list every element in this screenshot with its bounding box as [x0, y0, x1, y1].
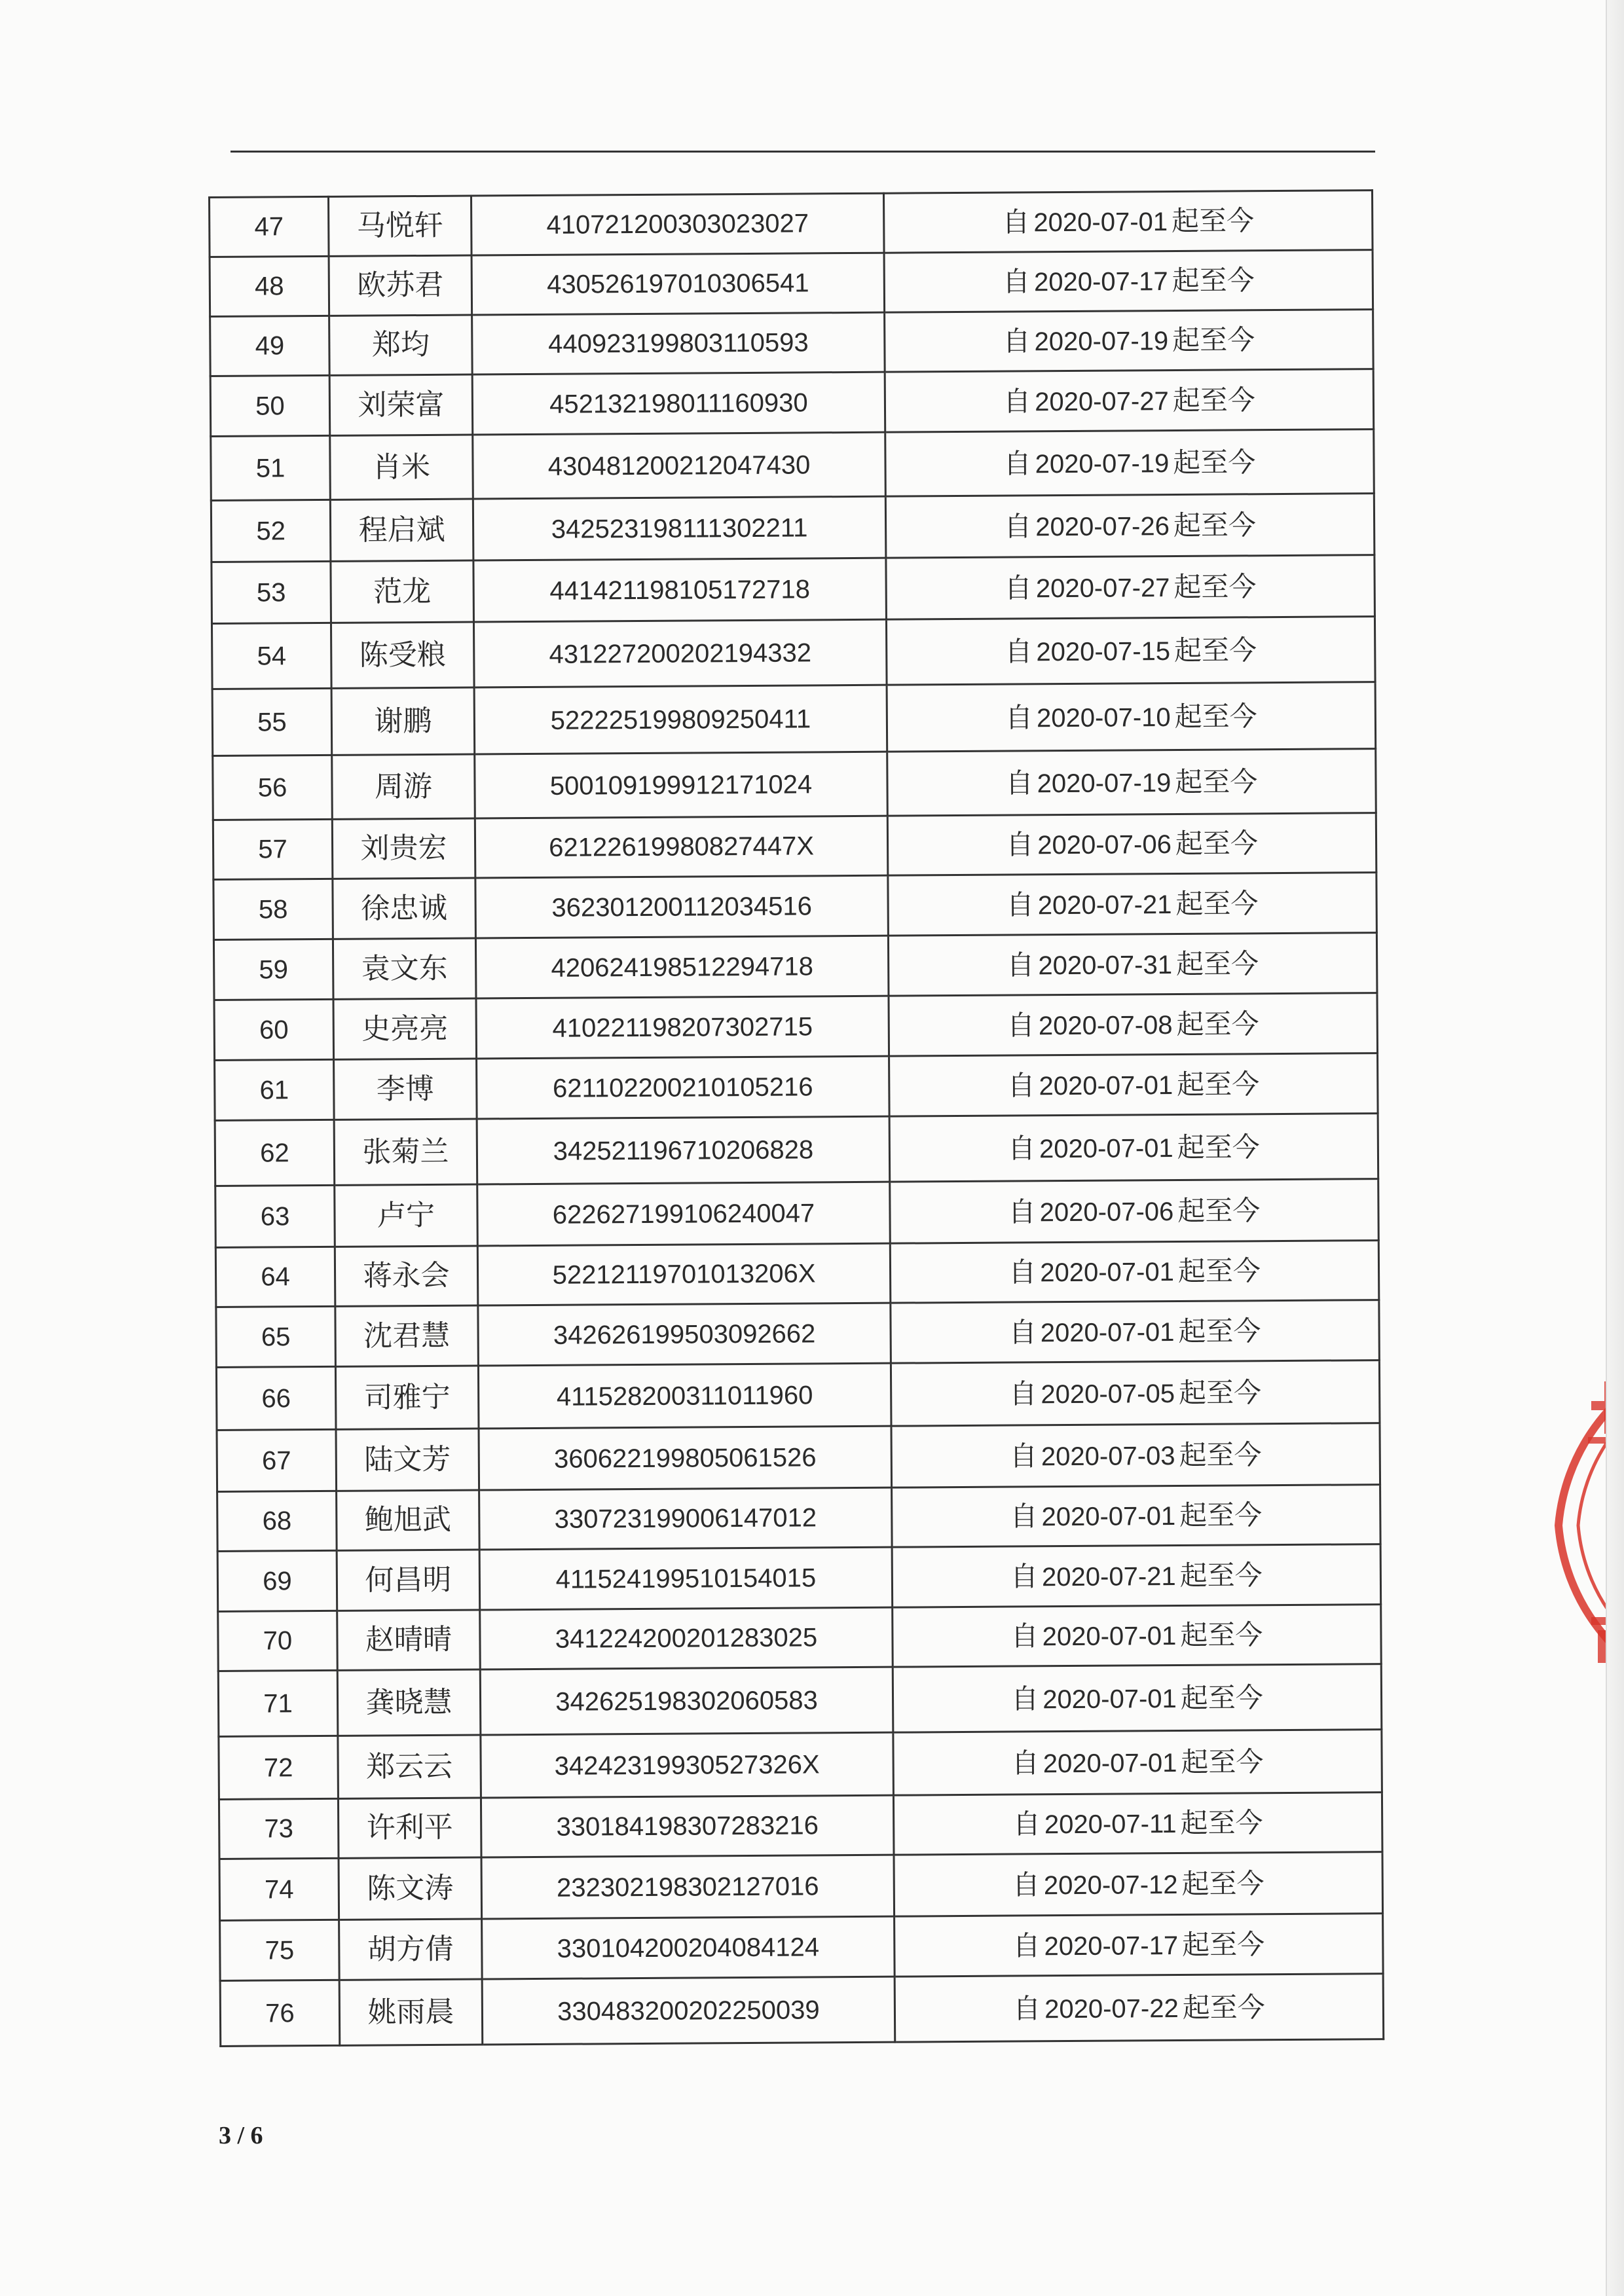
id-number: 330184198307283216: [481, 1795, 894, 1857]
period-prefix: 自: [1002, 206, 1030, 238]
table-row: [211, 494, 1375, 562]
employee-name: 陈受粮: [331, 622, 474, 688]
period-prefix: 自: [1012, 1808, 1041, 1840]
employment-period: [893, 1664, 1382, 1733]
table-row: [211, 429, 1375, 501]
table-row: [219, 1730, 1382, 1800]
period-prefix: 自: [1010, 1500, 1038, 1533]
employment-period: [892, 1544, 1381, 1608]
period-suffix: 起至今: [1173, 570, 1257, 603]
table-row: [218, 1664, 1382, 1737]
period-suffix: 起至今: [1176, 1007, 1259, 1040]
period-prefix: 自: [1010, 1559, 1039, 1593]
table-row: [210, 369, 1374, 437]
employee-name: 欧苏君: [329, 255, 472, 316]
row-number: 62: [215, 1120, 335, 1186]
employment-period: [889, 993, 1378, 1057]
period-suffix: 起至今: [1178, 1376, 1262, 1409]
employee-name: 程启斌: [330, 499, 473, 561]
employee-name: 郑均: [329, 315, 473, 375]
period-suffix: 起至今: [1175, 765, 1258, 798]
id-number: 62122619980827447X: [475, 816, 888, 878]
period-date: 2020-07-11: [1044, 1810, 1177, 1840]
period-date: 2020-07-26: [1035, 511, 1170, 541]
period-date: 2020-07-01: [1043, 1748, 1177, 1778]
table-row: [217, 1485, 1381, 1552]
period-prefix: 自: [1006, 828, 1034, 861]
row-number: 49: [210, 316, 330, 376]
period-prefix: 自: [1012, 1929, 1041, 1962]
employee-name: 徐忠诚: [333, 878, 476, 939]
period-prefix: 自: [1003, 446, 1031, 480]
period-prefix: 自: [1008, 1195, 1036, 1228]
period-prefix: 自: [1007, 1131, 1036, 1165]
row-number: 65: [216, 1306, 336, 1367]
employment-period: [891, 1423, 1380, 1488]
period-prefix: 自: [1004, 571, 1033, 604]
id-number: 622627199106240047: [477, 1182, 891, 1246]
period-suffix: 起至今: [1174, 699, 1257, 733]
table-row: [216, 1360, 1380, 1430]
table-row: [219, 1852, 1383, 1921]
period-date: 2020-07-05: [1041, 1379, 1175, 1409]
period-prefix: 自: [1009, 1377, 1037, 1410]
row-number: 72: [219, 1736, 339, 1799]
table-row: [216, 1300, 1380, 1368]
period-suffix: 起至今: [1181, 1927, 1265, 1961]
period-date: 2020-07-12: [1043, 1870, 1178, 1900]
period-prefix: 自: [1008, 1315, 1037, 1349]
employee-name: 司雅宁: [335, 1366, 479, 1429]
id-number: 621102200210105216: [477, 1056, 890, 1119]
period-suffix: 起至今: [1179, 1438, 1262, 1471]
id-number: 411528200311011960: [478, 1363, 891, 1429]
period-suffix: 起至今: [1172, 264, 1255, 297]
period-date: 2020-07-01: [1033, 208, 1168, 238]
period-suffix: 起至今: [1176, 1067, 1260, 1101]
id-number: 52212119701013206X: [477, 1243, 891, 1305]
period-date: 2020-07-01: [1039, 1133, 1173, 1163]
row-number: 61: [215, 1059, 335, 1120]
period-suffix: 起至今: [1173, 508, 1257, 541]
period-suffix: 起至今: [1178, 1314, 1261, 1347]
row-number: 74: [219, 1858, 339, 1920]
row-number: 57: [213, 819, 333, 879]
employee-name: 谢鹏: [331, 687, 475, 755]
employee-name: 卢宁: [335, 1184, 478, 1247]
employee-name: 周游: [332, 754, 475, 819]
period-prefix: 自: [1012, 1992, 1041, 2025]
table-row: [215, 1179, 1379, 1248]
employee-name: 李博: [334, 1059, 477, 1120]
row-number: 66: [216, 1366, 336, 1430]
period-prefix: 自: [1006, 888, 1034, 921]
id-number: 330483200202250039: [482, 1977, 895, 2045]
employee-name: 陆文芳: [336, 1429, 479, 1491]
period-date: 2020-07-15: [1036, 636, 1171, 666]
period-suffix: 起至今: [1180, 1681, 1263, 1714]
period-date: 2020-07-01: [1043, 1684, 1177, 1714]
period-prefix: 自: [1004, 509, 1032, 543]
page-number: 3 / 6: [219, 2122, 263, 2149]
row-number: 63: [215, 1185, 335, 1247]
period-prefix: 自: [1003, 384, 1031, 418]
table-row: [212, 682, 1376, 756]
row-number: 71: [218, 1670, 338, 1736]
period-date: 2020-07-17: [1033, 267, 1168, 297]
table-row: [210, 191, 1373, 257]
employment-period: [885, 369, 1374, 433]
employment-period: [890, 1179, 1379, 1244]
id-number: 232302198302127016: [481, 1855, 895, 1919]
employment-period: [893, 1730, 1382, 1796]
table-row: [219, 1793, 1382, 1859]
employment-period: [887, 682, 1376, 752]
id-number: 342521196710206828: [477, 1116, 890, 1184]
employment-period: [888, 933, 1377, 996]
id-number: 440923199803110593: [472, 312, 885, 374]
employee-name: 史亮亮: [333, 998, 477, 1059]
period-prefix: 自: [1012, 1868, 1041, 1901]
employment-period: [889, 1114, 1378, 1182]
period-prefix: 自: [1006, 948, 1035, 981]
period-suffix: 起至今: [1177, 1254, 1261, 1287]
row-number: 54: [212, 623, 331, 689]
period-suffix: 起至今: [1175, 886, 1259, 920]
row-number: 64: [215, 1247, 335, 1307]
employment-period: [886, 555, 1375, 620]
employee-name: 刘贵宏: [332, 818, 475, 879]
period-suffix: 起至今: [1173, 445, 1256, 479]
period-date: 2020-07-01: [1039, 1070, 1173, 1101]
employee-name: 鲍旭武: [337, 1490, 480, 1550]
row-number: 68: [217, 1491, 337, 1551]
scan-edge: [1606, 0, 1624, 2296]
id-number: 430481200212047430: [473, 432, 886, 499]
id-number: 420624198512294718: [475, 936, 889, 998]
employee-name: 范龙: [331, 560, 474, 623]
employment-period: [894, 1852, 1383, 1917]
row-number: 67: [217, 1429, 337, 1491]
employment-period: [893, 1793, 1382, 1855]
period-suffix: 起至今: [1179, 1558, 1263, 1592]
row-number: 56: [213, 755, 333, 820]
id-number: 522225199809250411: [474, 685, 887, 754]
period-date: 2020-07-01: [1041, 1502, 1176, 1532]
id-number: 452132198011160930: [472, 372, 885, 435]
id-number: 441421198105172718: [473, 558, 887, 622]
employee-name: 陈文涛: [339, 1857, 482, 1920]
id-number: 430526197010306541: [471, 253, 885, 315]
period-date: 2020-07-01: [1040, 1317, 1175, 1347]
period-date: 2020-07-03: [1041, 1441, 1175, 1471]
row-number: 48: [210, 256, 329, 316]
row-number: 70: [218, 1611, 338, 1671]
header-rule: [231, 151, 1375, 153]
table-row: [217, 1544, 1381, 1612]
period-prefix: 自: [1005, 634, 1033, 668]
employment-period: [884, 250, 1373, 313]
employee-name: 许利平: [338, 1798, 481, 1858]
period-date: 2020-07-06: [1039, 1197, 1174, 1227]
employment-period: [891, 1300, 1380, 1364]
period-suffix: 起至今: [1172, 383, 1255, 416]
period-prefix: 自: [1007, 1068, 1035, 1102]
period-prefix: 自: [1009, 1439, 1038, 1472]
id-number: 431227200202194332: [473, 619, 887, 687]
period-date: 2020-07-22: [1044, 1994, 1179, 2024]
employee-name: 龚晓慧: [337, 1669, 481, 1736]
period-date: 2020-07-10: [1036, 702, 1171, 733]
employment-period: [885, 429, 1375, 497]
id-number: 342523198111302211: [473, 496, 886, 560]
row-number: 53: [212, 561, 331, 623]
row-number: 60: [214, 999, 334, 1060]
employment-period: [895, 1974, 1384, 2043]
id-number: 362301200112034516: [475, 875, 889, 938]
period-suffix: 起至今: [1177, 1130, 1260, 1163]
row-number: 59: [213, 939, 333, 1000]
employee-name: 马悦轩: [329, 196, 472, 256]
employee-name: 郑云云: [338, 1735, 481, 1798]
id-number: 342626199503092662: [478, 1303, 891, 1366]
row-number: 69: [217, 1550, 337, 1611]
period-suffix: 起至今: [1172, 323, 1255, 357]
period-prefix: 自: [1011, 1746, 1039, 1779]
employee-name: 张菊兰: [334, 1119, 477, 1185]
row-number: 50: [210, 375, 330, 436]
id-number: 341224200201283025: [480, 1607, 893, 1669]
id-number: 410221198207302715: [476, 996, 889, 1059]
row-number: 47: [210, 196, 329, 257]
row-number: 75: [220, 1920, 340, 1980]
period-prefix: 自: [1010, 1620, 1039, 1652]
employee-name: 袁文东: [333, 938, 476, 999]
period-prefix: 自: [1005, 701, 1033, 734]
period-date: 2020-07-01: [1040, 1258, 1174, 1288]
employee-name: 何昌明: [337, 1550, 480, 1611]
period-date: 2020-07-27: [1035, 573, 1170, 603]
period-date: 2020-07-19: [1034, 327, 1169, 357]
period-suffix: 起至今: [1175, 827, 1259, 860]
employment-period: [888, 873, 1377, 936]
employment-period: [890, 1241, 1379, 1303]
period-date: 2020-07-27: [1034, 386, 1169, 416]
period-suffix: 起至今: [1171, 204, 1255, 238]
table-row: [210, 310, 1374, 376]
employment-period: [891, 1360, 1380, 1427]
table-row: [212, 617, 1375, 689]
id-number: 330723199006147012: [479, 1487, 893, 1550]
period-prefix: 自: [1005, 766, 1033, 799]
row-number: 58: [213, 879, 333, 939]
employment-period: [886, 617, 1375, 685]
id-number: 411524199510154015: [479, 1547, 893, 1610]
period-prefix: 自: [1002, 265, 1031, 298]
employment-period: [895, 1914, 1384, 1977]
id-number: 34242319930527326X: [481, 1732, 894, 1798]
period-date: 2020-07-19: [1035, 448, 1170, 479]
period-suffix: 起至今: [1180, 1806, 1263, 1839]
period-suffix: 起至今: [1181, 1745, 1264, 1778]
table-body: [210, 191, 1384, 2047]
table-row: [218, 1605, 1382, 1671]
period-date: 2020-07-21: [1037, 890, 1172, 920]
period-date: 2020-07-08: [1038, 1010, 1173, 1040]
employment-period: [893, 1605, 1382, 1667]
period-date: 2020-07-21: [1041, 1561, 1176, 1592]
employee-name: 肖米: [330, 435, 473, 500]
period-suffix: 起至今: [1173, 633, 1257, 666]
id-number: 360622199805061526: [479, 1426, 892, 1490]
period-suffix: 起至今: [1182, 1990, 1265, 2024]
table-container: [208, 189, 1382, 2047]
table-row: [220, 1914, 1384, 1981]
id-number: 330104200204084124: [482, 1916, 895, 1979]
row-number: 55: [212, 688, 332, 756]
period-suffix: 起至今: [1181, 1867, 1264, 1900]
period-suffix: 起至今: [1180, 1618, 1263, 1651]
period-suffix: 起至今: [1175, 947, 1259, 980]
table-row: [215, 1053, 1378, 1121]
employment-period: [887, 813, 1376, 876]
employee-name: 刘荣富: [329, 374, 473, 435]
period-suffix: 起至今: [1179, 1499, 1263, 1531]
employment-period: [885, 494, 1375, 558]
employee-name: 沈君慧: [335, 1305, 479, 1366]
period-date: 2020-07-17: [1044, 1931, 1179, 1961]
table-row: [212, 555, 1375, 624]
row-number: 52: [211, 500, 331, 562]
employee-name: 姚雨晨: [339, 1979, 483, 2045]
period-prefix: 自: [1008, 1256, 1037, 1288]
id-number: 500109199912171024: [475, 752, 888, 818]
employment-period: [883, 191, 1373, 253]
row-number: 51: [211, 435, 331, 500]
employment-period: [892, 1485, 1381, 1548]
table-row: [213, 873, 1377, 940]
period-date: 2020-07-01: [1042, 1622, 1177, 1652]
table-row: [213, 749, 1376, 820]
period-suffix: 起至今: [1177, 1194, 1261, 1227]
table-row: [213, 933, 1377, 1000]
period-date: 2020-07-31: [1038, 950, 1173, 980]
employment-period: [889, 1053, 1378, 1117]
employee-table: [208, 189, 1384, 2047]
table-row: [220, 1974, 1384, 2047]
table-row: [213, 813, 1376, 880]
period-prefix: 自: [1003, 325, 1031, 357]
table-row: [214, 993, 1378, 1061]
table-row: [215, 1114, 1378, 1186]
employee-name: 胡方倩: [339, 1919, 483, 1980]
period-prefix: 自: [1006, 1008, 1035, 1042]
employment-period: [885, 310, 1374, 373]
period-date: 2020-07-19: [1037, 768, 1172, 798]
table-row: [215, 1241, 1379, 1307]
id-number: 342625198302060583: [480, 1667, 893, 1735]
employee-name: 赵晴晴: [337, 1610, 481, 1670]
id-number: 410721200303023027: [471, 193, 885, 255]
table-row: [217, 1423, 1380, 1492]
table-row: [210, 250, 1373, 317]
period-date: 2020-07-06: [1037, 830, 1172, 860]
row-number: 73: [219, 1798, 339, 1859]
employee-name: 蒋永会: [335, 1246, 478, 1306]
period-prefix: 自: [1011, 1682, 1039, 1715]
employment-period: [887, 749, 1376, 816]
row-number: 76: [220, 1980, 340, 2046]
